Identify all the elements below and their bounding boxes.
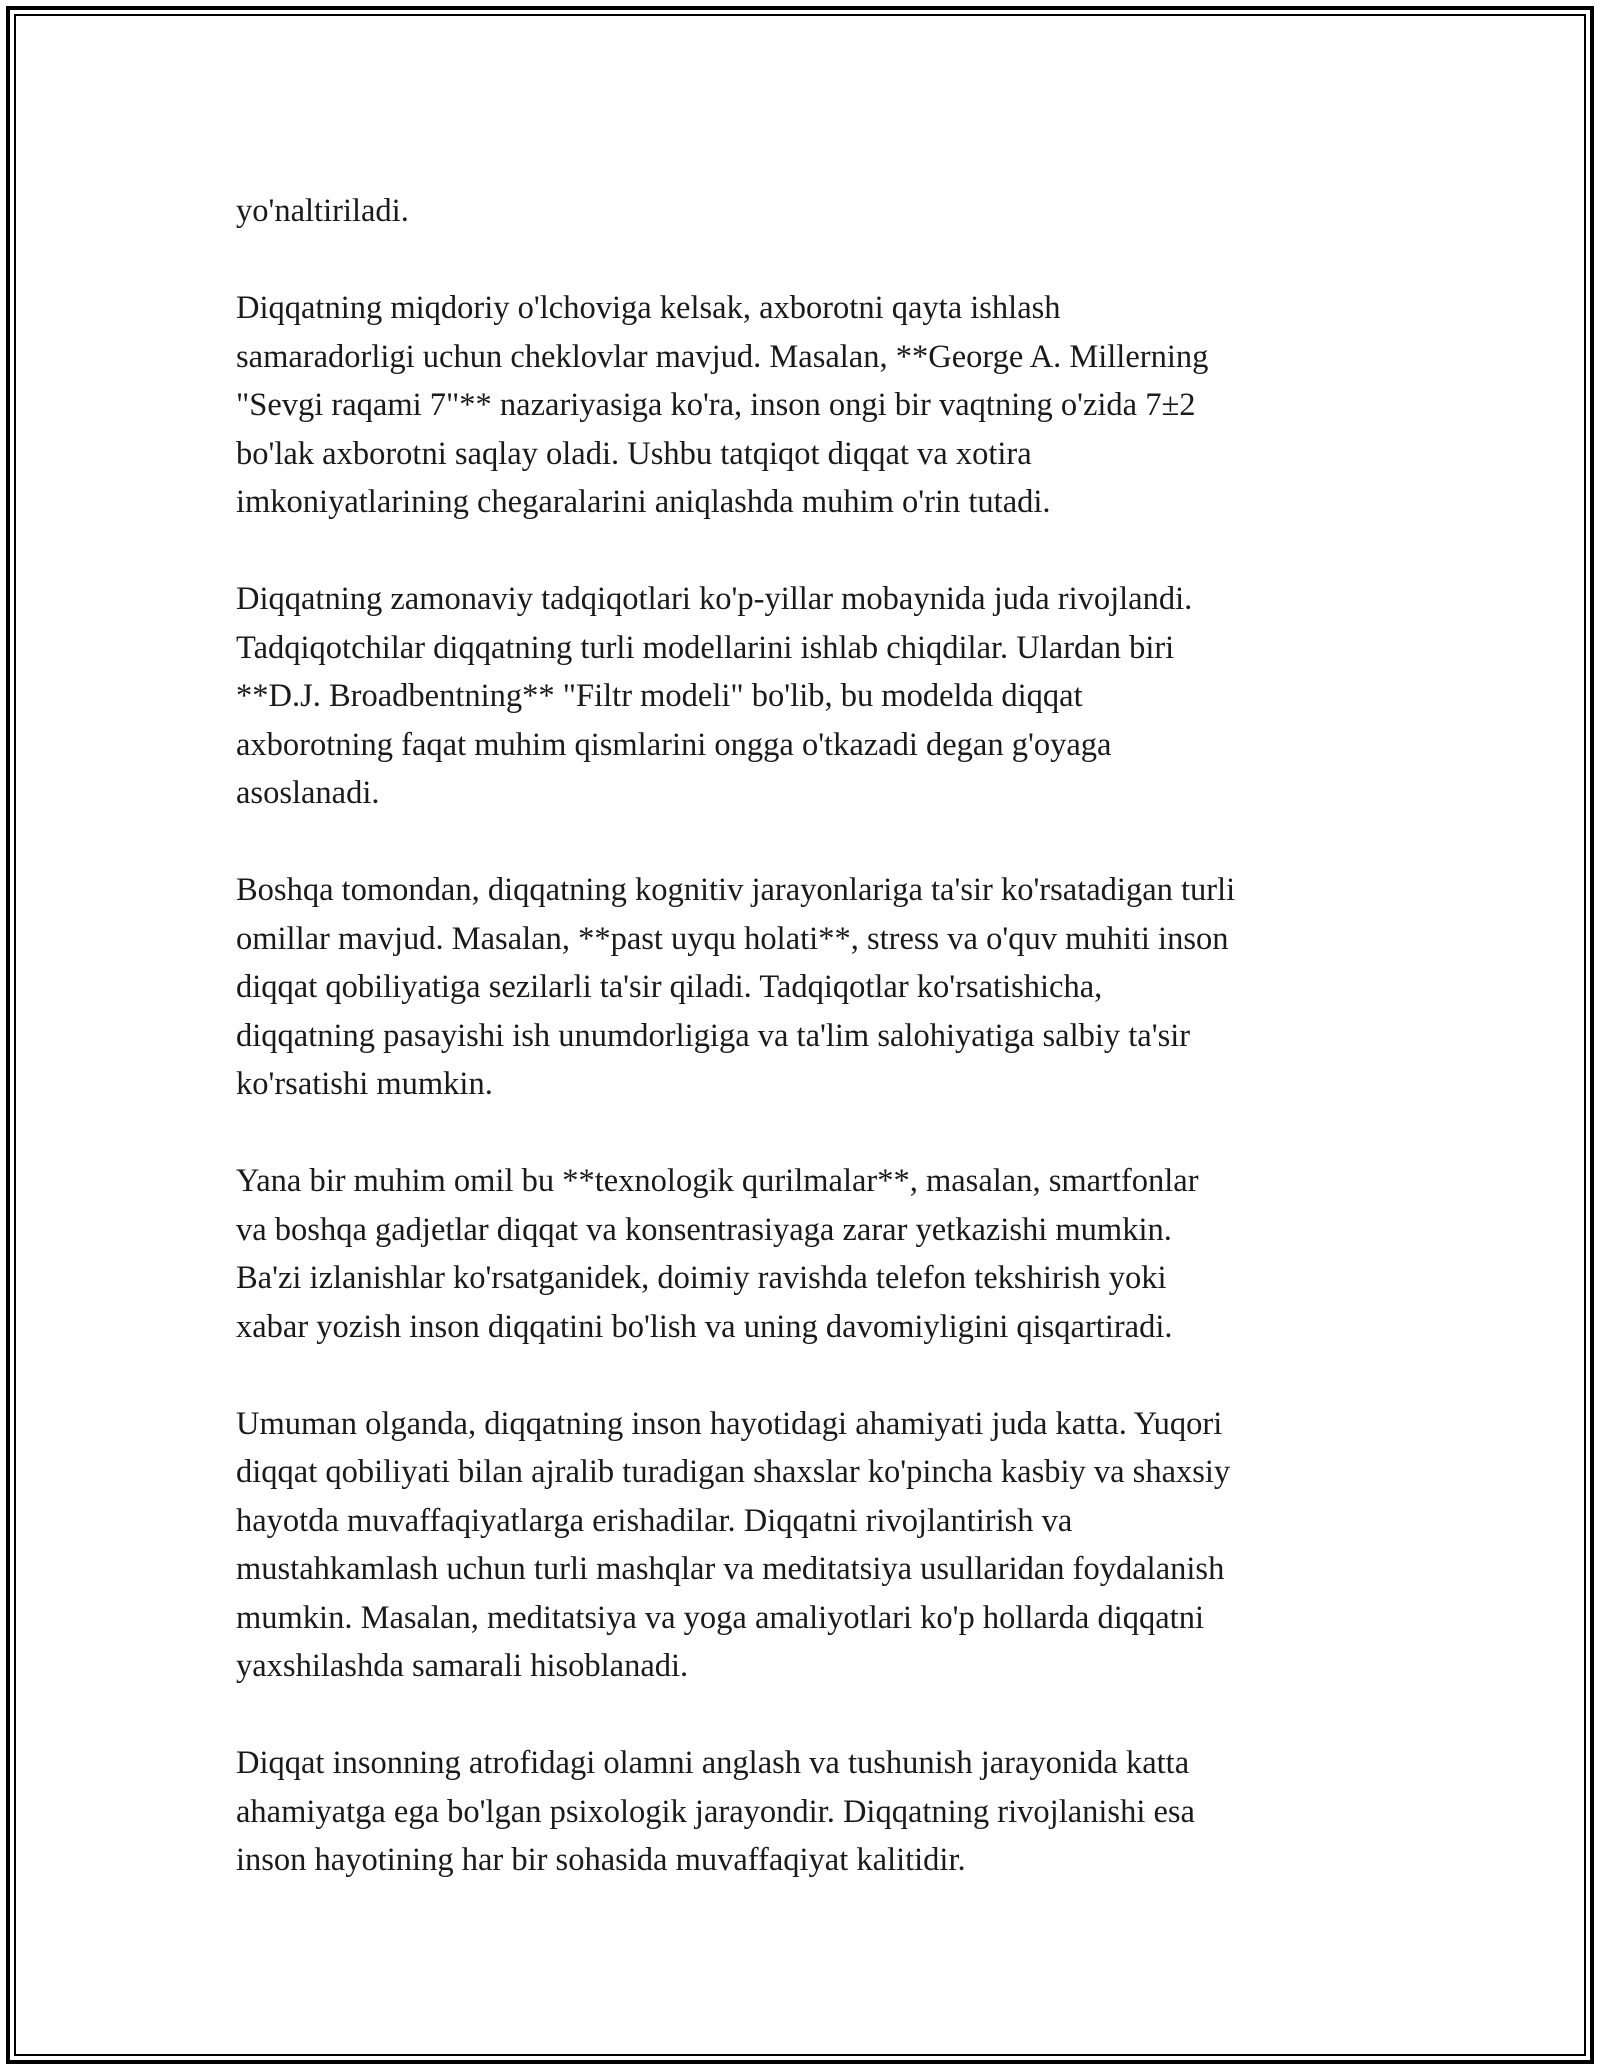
- paragraph: Boshqa tomondan, diqqatning kognitiv jarayonlariga ta'sir ko'rsatadigan turli omillar mavjud. Masalan, **past uyqu holati**, stress va o'quv muhiti inson diqqat qobiliyatiga sezilarli ta'sir qiladi. Tadqiqotlar ko'rsatishicha, diqqatning pasayishi ish unumdorligiga va ta'lim salohiyatiga salbiy ta'sir ko'rsatishi mumkin.: [236, 872, 1236, 1102]
- paragraph: Yana bir muhim omil bu **texnologik qurilmalar**, masalan, smartfonlar va boshqa gadjetlar diqqat va konsentrasiyaga zarar yetkazishi mumkin. Ba'zi izlanishlar ko'rsatganidek, doimiy ravishda telefon tekshirish yoki xabar yozish inson diqqatini bo'lish va uning davomiyligini qisqartiradi.: [236, 1163, 1199, 1345]
- paragraph: Diqqat insonning atrofidagi olamni anglash va tushunish jarayonida katta ahamiyatga ega bo'lgan psixologik jarayondir. Diqqatning rivojlanishi esa inson hayotining har bir sohasida muvaffaqiyat kalitidir.: [236, 1745, 1195, 1878]
- document-body: [236, 187, 1376, 1885]
- paragraph: Diqqatning zamonaviy tadqiqotlari ko'p-yillar mobaynida juda rivojlandi. Tadqiqotchilar diqqatning turli modellarini ishlab chiqdilar. Ulardan biri **D.J. Broadbentning** "Filtr modeli" bo'lib, bu modelda diqqat axborotning faqat muhim qismlarini ongga o'tkazadi degan g'oyaga asoslanadi.: [236, 581, 1193, 811]
- paragraph: yo'naltiriladi.: [236, 193, 409, 229]
- paragraph: Diqqatning miqdoriy o'lchoviga kelsak, axborotni qayta ishlash samaradorligi uchun cheklovlar mavjud. Masalan, **George A. Millerning "Sevgi raqami 7"** nazariyasiga ko'ra, inson ongi bir vaqtning o'zida 7±2 bo'lak axborotni saqlay oladi. Ushbu tatqiqot diqqat va xotira imkoniyatlarining chegaralarini aniqlashda muhim o'rin tutadi.: [236, 290, 1209, 520]
- paragraph: Umuman olganda, diqqatning inson hayotidagi ahamiyati juda katta. Yuqori diqqat qobiliyati bilan ajralib turadigan shaxslar ko'pincha kasbiy va shaxsiy hayotda muvaffaqiyatlarga erishadilar. Diqqatni rivojlantirish va mustahkamlash uchun turli mashqlar va meditatsiya usullaridan foydalanish mumkin. Masalan, meditatsiya va yoga amaliyotlari ko'p hollarda diqqatni yaxshilashda samarali hisoblanadi.: [236, 1405, 1231, 1684]
